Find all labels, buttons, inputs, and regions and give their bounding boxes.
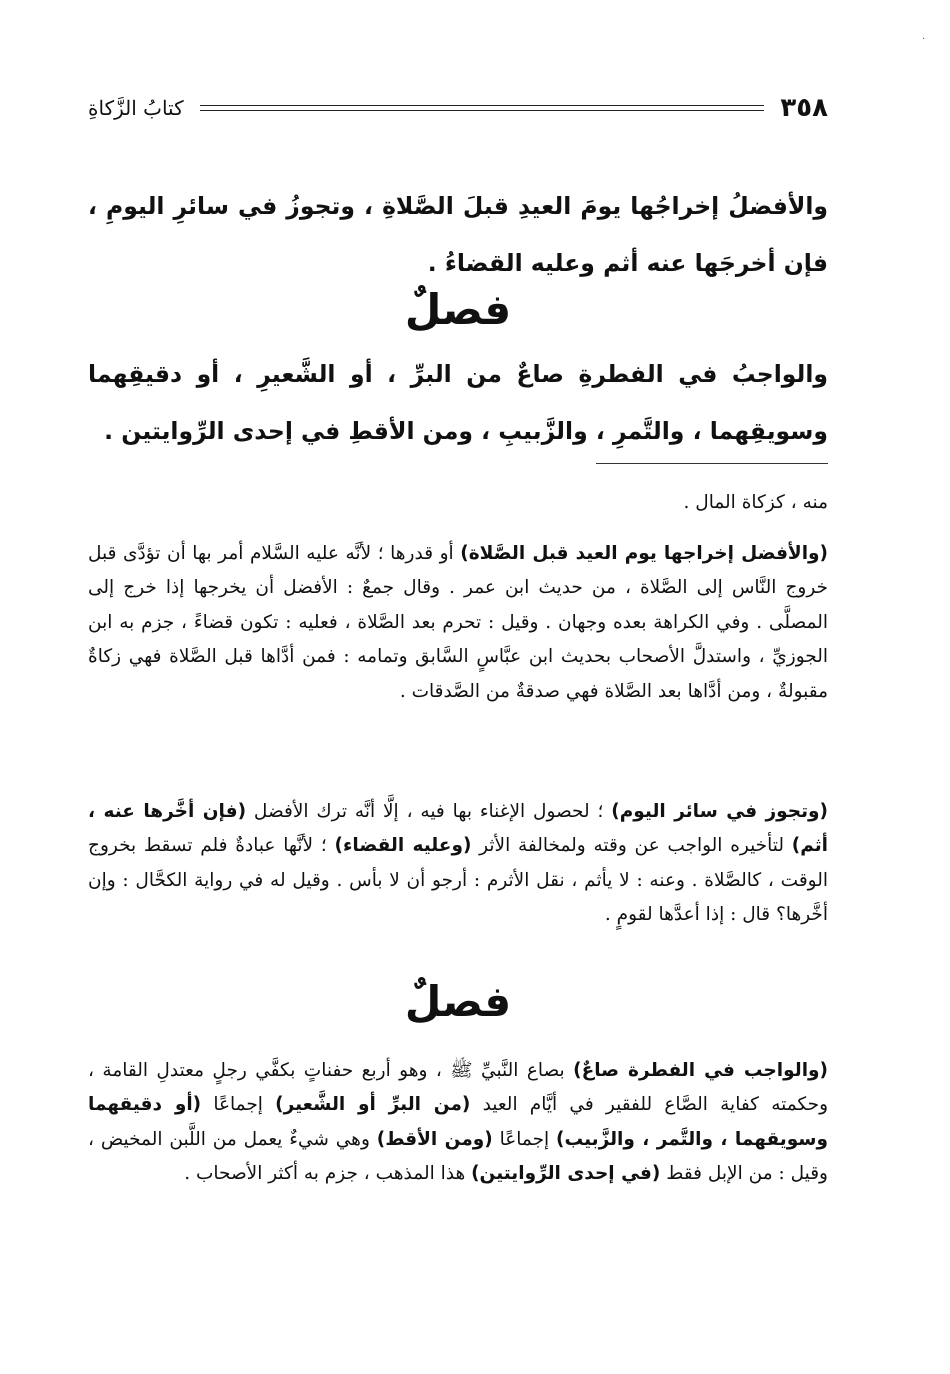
commentary-paragraph-4 <box>88 1054 828 1192</box>
main-text-paragraph-1: والأفضلُ إخراجُها يومَ العيدِ قبلَ الصَّلاةِ ، وتجوزُ في سائرِ اليومِ ، فإن أخرجَها عنه أثم وعليه القضاءُ . <box>88 192 828 277</box>
commentary-text: أو قدرها ؛ لأنَّه عليه السَّلام أمر بها أن تؤدَّى قبل خروج النَّاس إلى الصَّلاة ، من حديث ابن عمر . وقال جمعٌ : الأفضل أن يخرجها إذا خرج إلى المصلَّى . وفي الكراهة بعده وجهان . وقيل : تحرم بعد الصَّلاة ، فعليه : تكون قضاءً ، جزم به ابن الجوزيِّ ، واستدلَّ الأصحاب بحديث ابن عبَّاسٍ السَّابق وتمامه : فمن أدَّاها قبل الصَّلاة فهي زكاةٌ مقبولةٌ ، ومن أدَّاها بعد الصَّلاة فهي صدقةٌ من الصَّدقات . <box>88 543 828 702</box>
page-number: ٣٥٨ <box>780 93 828 123</box>
commentary-text: بصاع النَّبيِّ ﷺ ، وهو أربع حفناتٍ بكفَّي رجلٍ معتدلِ القامة ، وحكمته كفاية الصَّاع للفقير في أيَّام العيد <box>88 1060 828 1116</box>
commentary-paragraph-1: منه ، كزكاة المال . <box>683 492 828 513</box>
quoted-text: (من البرِّ أو الشَّعير) <box>275 1094 471 1116</box>
commentary-text: ؛ لأنَّها عبادةٌ فلم تسقط بخروج الوقت ، كالصَّلاة . وعنه : لا يأثم ، نقل الأثرم : أرجو أن لا بأس . وقيل له في رواية الكحَّال : وإن أخَّرها؟ قال : إذا أعدَّها لقومٍ . <box>88 835 828 926</box>
scan-speck: · <box>922 34 926 45</box>
commentary-text: ؛ لحصول الإغناء بها فيه ، إلَّا أنَّه ترك الأفضل <box>246 801 612 822</box>
header-rule <box>200 105 765 111</box>
quoted-text: (أو دقيقهما وسويقهما ، والتَّمر ، والزَّبيب) <box>88 1094 828 1150</box>
commentary-separator <box>596 463 828 464</box>
main-text-paragraph-2: والواجبُ في الفطرةِ صاعٌ من البرِّ ، أو الشَّعيرِ ، أو دقيقِهما وسويقِهما ، والتَّمرِ ، والزَّبيبِ ، ومن الأقطِ في إحدى الرِّوايتين . <box>88 360 828 445</box>
commentary-text: إجماعًا <box>201 1094 276 1116</box>
commentary-text: هذا المذهب ، جزم به أكثر الأصحاب . <box>184 1163 472 1185</box>
section-heading-2: فصلٌ <box>404 977 512 1026</box>
commentary-text: وهي شيءٌ يعمل من اللَّبن المخيض ، وقيل : من الإبل فقط <box>88 1128 828 1185</box>
quoted-text: (في إحدى الرِّوايتين) <box>471 1163 661 1185</box>
commentary-text: إجماعًا <box>492 1128 557 1150</box>
quoted-text: (وعليه القضاء) <box>334 835 472 857</box>
commentary-paragraph-3 <box>88 795 828 933</box>
quoted-text: (فإن أخَّرها عنه ، أثم) <box>88 801 828 857</box>
quoted-text: (ومن الأقط) <box>376 1128 493 1150</box>
page-header <box>88 88 828 128</box>
quoted-text: (والواجب في الفطرة صاعٌ) <box>573 1060 828 1081</box>
quoted-text: (والأفضل إخراجها يوم العيد قبل الصَّلاة) <box>460 543 828 564</box>
section-heading-1: فصلٌ <box>404 285 512 334</box>
running-title: كتابُ الزَّكاةِ <box>88 96 184 120</box>
commentary-paragraph-2 <box>88 537 828 709</box>
commentary-text: لتأخيره الواجب عن وقته ولمخالفة الأثر <box>471 835 792 857</box>
quoted-text: (وتجوز في سائر اليوم) <box>611 801 828 822</box>
